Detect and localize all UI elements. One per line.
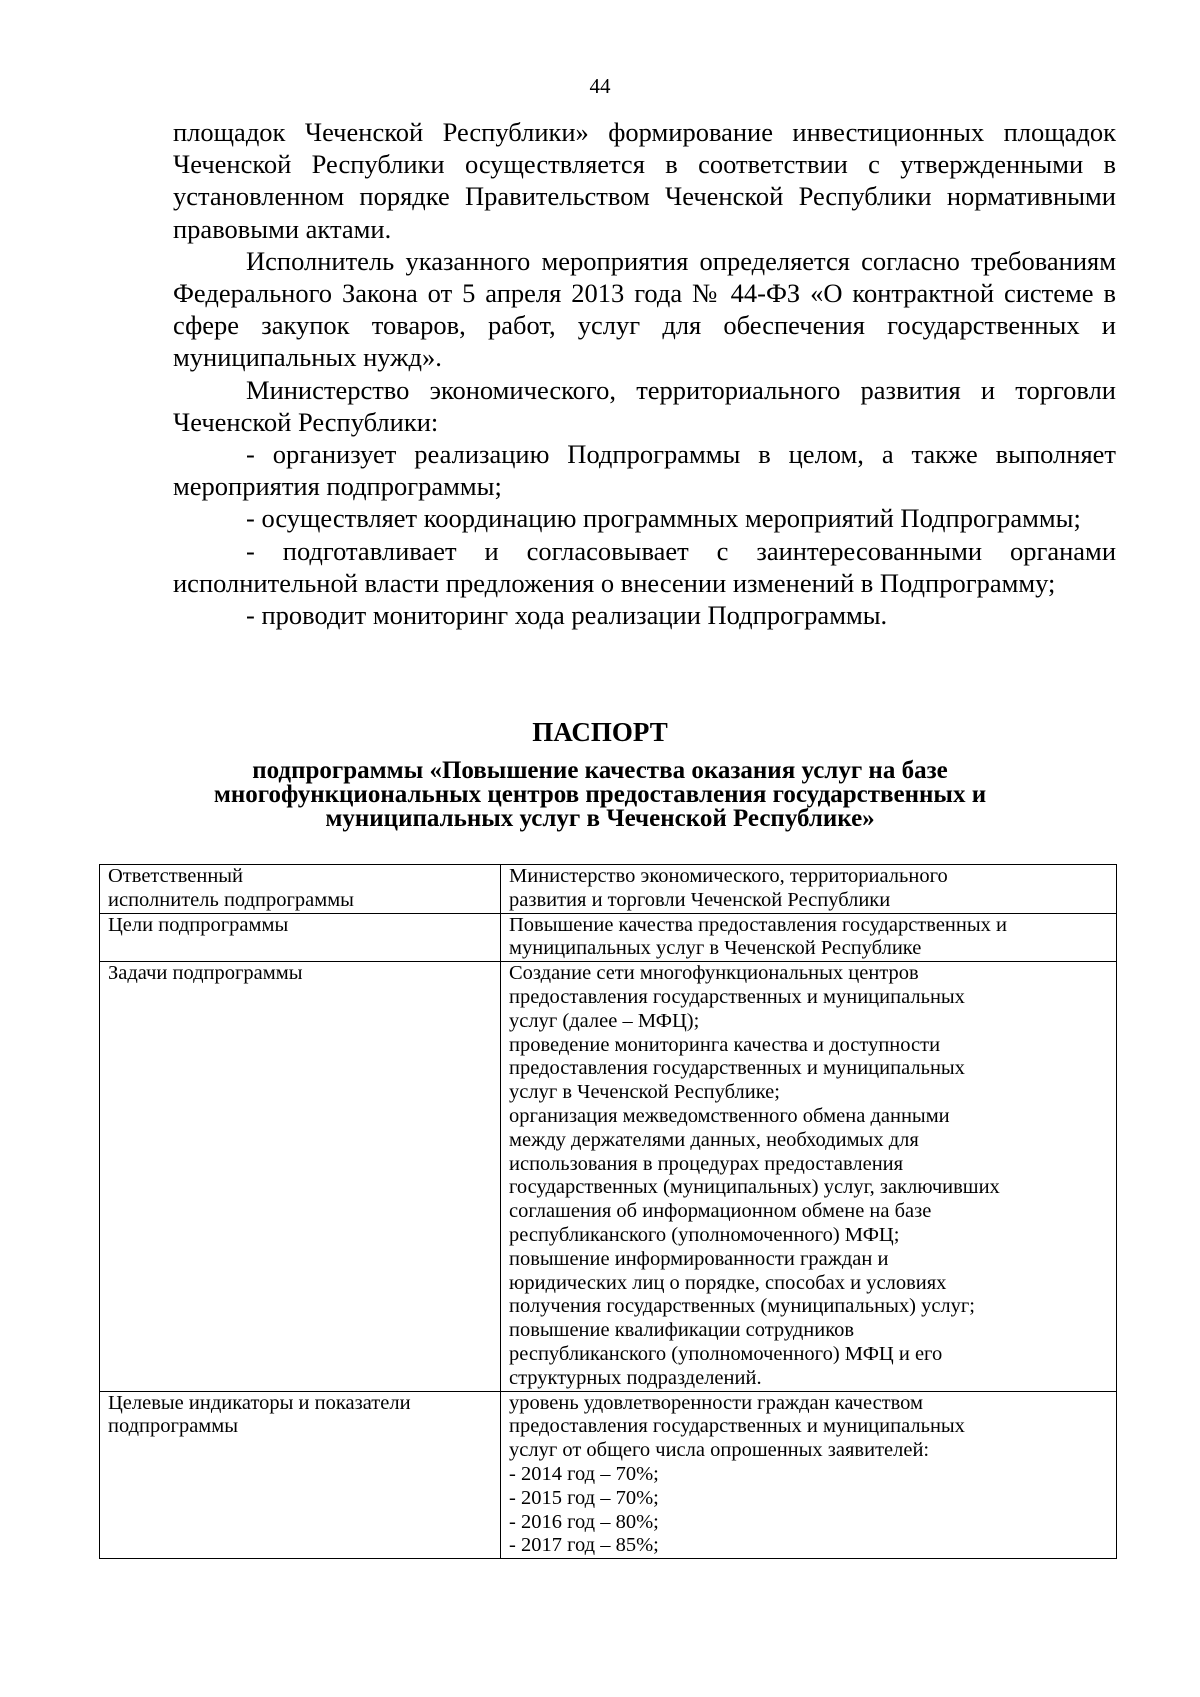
passport-subtitle xyxy=(150,759,1050,831)
cell-line: подпрограммы xyxy=(108,1415,239,1438)
row-label-cell xyxy=(100,1391,501,1559)
row-value-cell xyxy=(501,962,1117,1391)
cell-line: между держателями данных, необходимых для xyxy=(509,1128,919,1151)
table-row xyxy=(100,865,1117,914)
row-label-cell xyxy=(100,962,501,1391)
cell-line: использования в процедурах предоставления xyxy=(509,1152,904,1175)
cell-line: организация межведомственного обмена данными xyxy=(509,1104,950,1127)
row-label-cell xyxy=(100,913,501,962)
cell-line: уровень удовлетворенности граждан качеством xyxy=(509,1391,924,1414)
row-value-cell xyxy=(501,1391,1117,1559)
cell-line: - 2015 год – 70%; xyxy=(509,1486,659,1509)
cell-line: повышение информированности граждан и xyxy=(509,1247,889,1270)
cell-line: предоставления государственных и муниципальных xyxy=(509,1415,965,1438)
body-text xyxy=(173,116,1116,631)
subtitle-line: подпрограммы «Повышение качества оказания услуг на базе xyxy=(252,757,948,784)
cell-line: услуг (далее – МФЦ); xyxy=(509,1009,700,1032)
cell-line: юридических лиц о порядке, способах и условиях xyxy=(509,1271,947,1294)
table-row xyxy=(100,962,1117,1391)
table-row xyxy=(100,913,1117,962)
cell-line: Министерство экономического, территориального xyxy=(509,865,948,887)
cell-line: исполнитель подпрограммы xyxy=(108,888,354,911)
cell-line: - 2014 год – 70%; xyxy=(509,1462,659,1485)
cell-line: Цели подпрограммы xyxy=(108,913,289,936)
cell-line: проведение мониторинга качества и доступности xyxy=(509,1033,941,1056)
passport-title: ПАСПОРТ xyxy=(532,717,668,747)
cell-line: структурных подразделений. xyxy=(509,1366,762,1389)
cell-line: Целевые индикаторы и показатели xyxy=(108,1391,411,1414)
cell-line: развития и торговли Чеченской Республики xyxy=(509,888,891,911)
cell-line: Ответственный xyxy=(108,865,244,887)
table-body xyxy=(100,865,1117,1559)
cell-line: Создание сети многофункциональных центров xyxy=(509,962,919,985)
cell-line: республиканского (уполномоченного) МФЦ и его xyxy=(509,1342,943,1365)
row-value-cell xyxy=(501,913,1117,962)
cell-line: повышение квалификации сотрудников xyxy=(509,1319,855,1342)
cell-line: Повышение качества предоставления государственных и xyxy=(509,913,1007,936)
list-item: - осуществляет координацию программных мероприятий Подпрограммы; xyxy=(246,503,1081,534)
cell-line: соглашения об информационном обмене на базе xyxy=(509,1200,932,1223)
cell-line: предоставления государственных и муниципальных xyxy=(509,1057,965,1080)
cell-line: предоставления государственных и муниципальных xyxy=(509,985,965,1008)
row-value-cell xyxy=(501,865,1117,914)
table-row xyxy=(100,1391,1117,1559)
cell-line: - 2016 год – 80%; xyxy=(509,1510,659,1533)
list-item: - подготавливает и согласовывает с заинтересованными органами исполнительной власти предложения о внесении изменений в Подпрограмму; xyxy=(173,535,1116,598)
paragraph: площадок Чеченской Республики» формирование инвестиционных площадок Чеченской Республики осуществляется в соответствии с утвержденными в установленном порядке Правительством Чеченской Республики нормативными правовыми актами. xyxy=(173,117,1116,244)
cell-line: муниципальных услуг в Чеченской Республике xyxy=(509,937,922,960)
cell-line: - 2017 год – 85%; xyxy=(509,1534,659,1557)
subtitle-line: муниципальных услуг в Чеченской Республике» xyxy=(325,805,875,832)
paragraph: Министерство экономического, территориального развития и торговли Чеченской Республики: xyxy=(173,374,1116,437)
paragraph: Исполнитель указанного мероприятия определяется согласно требованиям Федерального Закона от 5 апреля 2013 года № 44-ФЗ «О контрактной системе в сфере закупок товаров, работ, услуг для обеспечения государственных и муниципальных нужд». xyxy=(173,245,1116,373)
passport-table xyxy=(99,864,1117,1559)
page-number: 44 xyxy=(589,74,611,98)
cell-line: услуг в Чеченской Республике; xyxy=(509,1081,780,1104)
cell-line: услуг от общего числа опрошенных заявителей: xyxy=(509,1439,930,1462)
list-item: - проводит мониторинг хода реализации Подпрограммы. xyxy=(246,600,888,631)
subtitle-line: многофункциональных центров предоставления государственных и xyxy=(213,781,987,808)
cell-line: государственных (муниципальных) услуг, заключивших xyxy=(509,1176,1000,1199)
cell-line: получения государственных (муниципальных) услуг; xyxy=(509,1295,976,1318)
row-label-cell xyxy=(100,865,501,914)
cell-line: Задачи подпрограммы xyxy=(108,962,303,985)
list-item: - организует реализацию Подпрограммы в целом, а также выполняет мероприятия подпрограммы; xyxy=(173,439,1116,502)
cell-line: республиканского (уполномоченного) МФЦ; xyxy=(509,1223,900,1246)
